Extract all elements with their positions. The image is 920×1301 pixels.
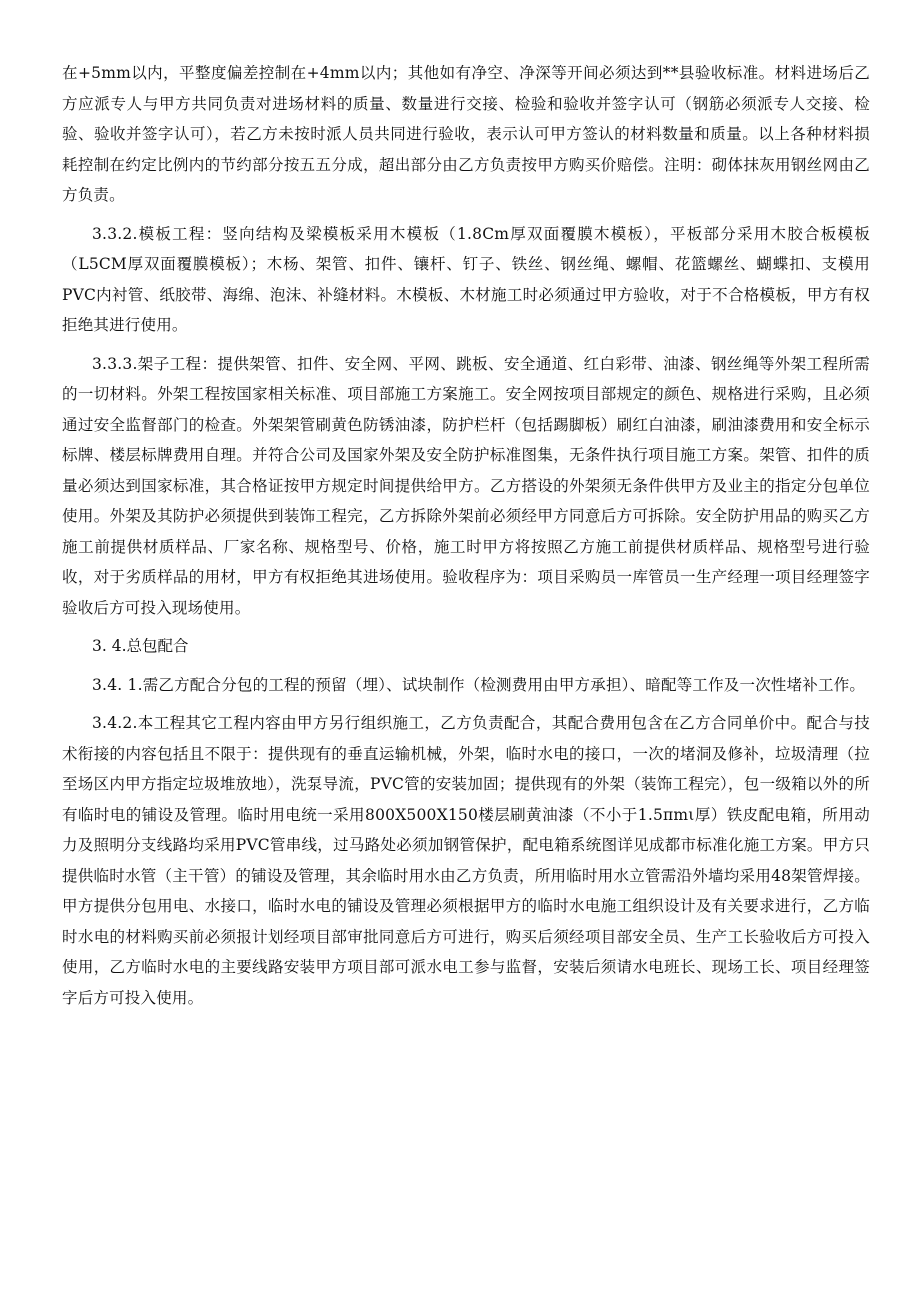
paragraph-continuation: 在+5mm以内，平整度偏差控制在+4mm以内；其他如有净空、净深等开间必须达到**县验收标准。材料进场后乙方应派专人与甲方共同负责对进场材料的质量、数量进行交接、检验和验收并签字认可（钢筋必须派专人交接、检验、验收并签字认可），若乙方未按时派人员共同进行验收，表示认可甲方签认的材料数量和质量。以上各种材料损耗控制在约定比例内的节约部分按五五分成，超出部分由乙方负责按甲方购买价赔偿。注明：砌体抹灰用钢丝网由乙方负责。 [62, 64, 870, 204]
paragraph-3-3-2-formwork: 3.3.2.模板工程：竖向结构及梁模板采用木模板（1.8Cm厚双面覆膜木模板），平板部分采用木胶合板模板（L5CM厚双面覆膜模板）；木杨、架管、扣件、镶杆、钉子、铁丝、钢丝绳、螺帽、花篮螺丝、蝴蝶扣、支模用PVC内衬管、纸胶带、海绵、泡沫、补缝材料。木模板、木材施工时必须通过甲方验收，对于不合格模板，甲方有权拒绝其进行使用。 [62, 224, 870, 334]
paragraph-3-3-3-scaffolding: 3.3.3.架子工程：提供架管、扣件、安全网、平网、跳板、安全通道、红白彩带、油漆、钢丝绳等外架工程所需的一切材料。外架工程按国家相关标准、项目部施工方案施工。安全网按项目部规定的颜色、规格进行采购，且必须通过安全监督部门的检查。外架架管刷黄色防锈油漆，防护栏杆（包括踢脚板）刷红白油漆，刷油漆费用和安全标示标牌、楼层标牌费用自理。并符合公司及国家外架及安全防护标准图集，无条件执行项目施工方案。架管、扣件的质量必须达到国家标准，其合格证按甲方规定时间提供给甲方。乙方搭设的外架须无条件供甲方及业主的指定分包单位使用。外架及其防护必须提供到装饰工程完，乙方拆除外架前必须经甲方同意后方可拆除。安全防护用品的购买乙方施工前提供材质样品、厂家名称、规格型号、价格，施工时甲方将按照乙方施工前提供材质样品、规格型号进行验收，对于劣质样品的用材，甲方有权拒绝其进场使用。验收程序为：项目采购员一库管员一生产经理一项目经理签字验收后方可投入现场使用。 [62, 354, 870, 617]
paragraph-3-4-1: 3.4. 1.需乙方配合分包的工程的预留（埋）、试块制作（检测费用由甲方承担）、暗配等工作及一次性堵补工作。 [92, 675, 866, 694]
section-heading-3-4: 3. 4.总包配合 [92, 637, 189, 655]
paragraph-3-4-2: 3.4.2.本工程其它工程内容由甲方另行组织施工，乙方负责配合，其配合费用包含在乙方合同单价中。配合与技术衔接的内容包括且不限于：提供现有的垂直运输机械，外架，临时水电的接口，一次的堵洞及修补，垃圾清理（拉至场区内甲方指定垃圾堆放地），洗泵导流，PVC管的安装加固；提供现有的外架（装饰工程完），包一级箱以外的所有临时电的铺设及管理。临时用电统一采用800X500X150楼层刷黄油漆（不小于1.5πmι厚）铁皮配电箱，所用动力及照明分支线路均采用PVC管串线，过马路处必须加钢管保护，配电箱系统图详见成都市标准化施工方案。甲方只提供临时水管（主干管）的铺设及管理，其余临时用水由乙方负责，所用临时用水立管需沿外墙均采用48架管焊接。甲方提供分包用电、水接口，临时水电的铺设及管理必须根据甲方的临时水电施工组织设计及有关要求进行，乙方临时水电的材料购买前必须报计划经项目部审批同意后方可进行，购买后须经项目部安全员、生产工长验收后方可投入使用，乙方临时水电的主要线路安装甲方项目部可派水电工参与监督，安装后须请水电班长、现场工长、项目经理签字后方可投入使用。 [62, 714, 870, 1007]
